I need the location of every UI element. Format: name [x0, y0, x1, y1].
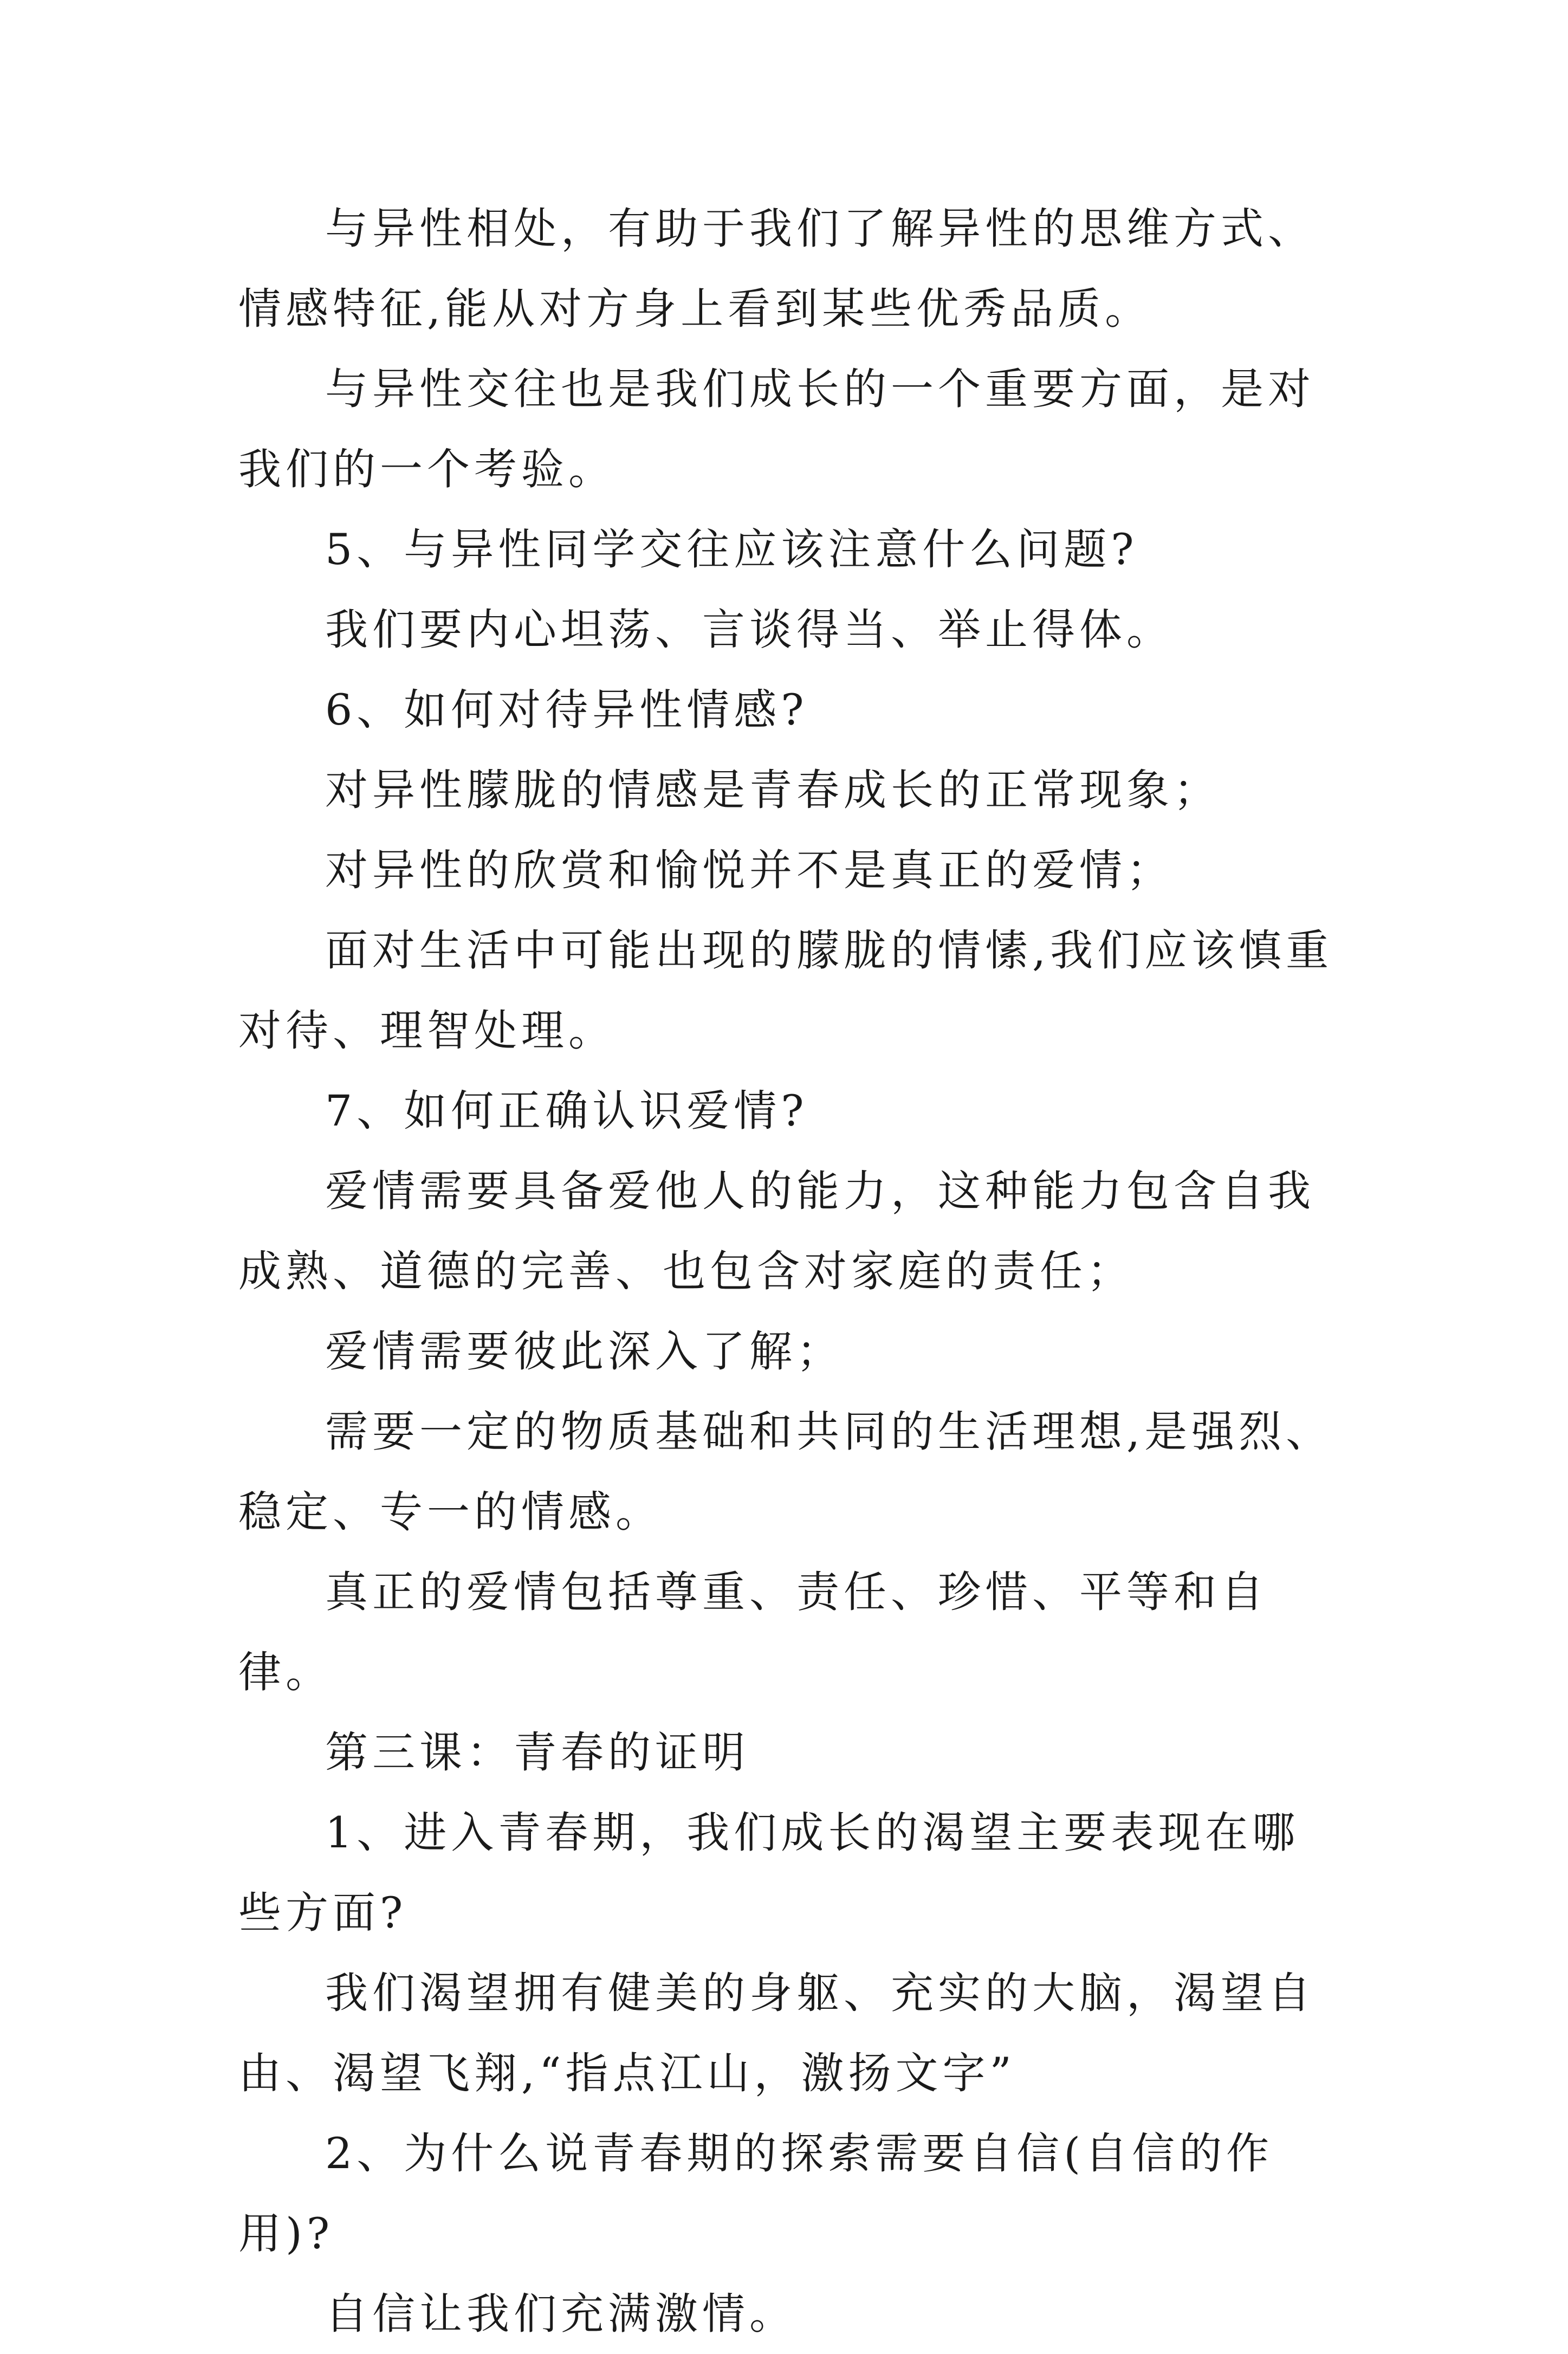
question-heading: 1、进入青春期，我们成长的渴望主要表现在哪些方面?	[238, 1808, 1300, 1938]
paragraph: 自信让我们充满激情。	[325, 2289, 796, 2339]
paragraph: 面对生活中可能出现的朦胧的情愫,我们应该慎重对待、理智处理。	[238, 926, 1333, 1056]
question-heading: 6、如何对待异性情感?	[325, 685, 808, 735]
document-body	[238, 189, 1338, 2354]
paragraph: 需要一定的物质基础和共同的生活理想,是强烈、稳定、专一的情感。	[238, 1407, 1333, 1537]
question-heading: 2、为什么说青春期的探索需要自信(自信的作用)?	[238, 2129, 1274, 2259]
paragraph: 与异性交往也是我们成长的一个重要方面，是对我们的一个考验。	[238, 364, 1315, 494]
paragraph: 爱情需要彼此深入了解；	[325, 1327, 844, 1376]
paragraph: 对异性的欣赏和愉悦并不是真正的爱情；	[325, 845, 1174, 895]
paragraph: 我们要内心坦荡、言谈得当、举止得体。	[325, 605, 1174, 655]
question-heading: 5、与异性同学交往应该注意什么问题?	[325, 525, 1138, 574]
question-heading: 7、如何正确认识爱情?	[325, 1086, 808, 1136]
paragraph: 爱情需要具备爱他人的能力，这种能力包含自我成熟、道德的完善、也包含对家庭的责任；	[238, 1166, 1315, 1296]
paragraph: 我们渴望拥有健美的身躯、充实的大脑，渴望自由、渴望飞翔,“指点江山，激扬文字”	[238, 1968, 1315, 2098]
paragraph: 真正的爱情包括尊重、责任、珍惜、平等和自律。	[238, 1567, 1268, 1697]
paragraph: 与异性相处，有助于我们了解异性的思维方式、情感特征,能从对方身上看到某些优秀品质。	[238, 204, 1315, 334]
lesson-heading: 第三课：青春的证明	[325, 1728, 749, 1777]
paragraph: 对异性朦胧的情感是青春成长的正常现象；	[325, 765, 1221, 815]
